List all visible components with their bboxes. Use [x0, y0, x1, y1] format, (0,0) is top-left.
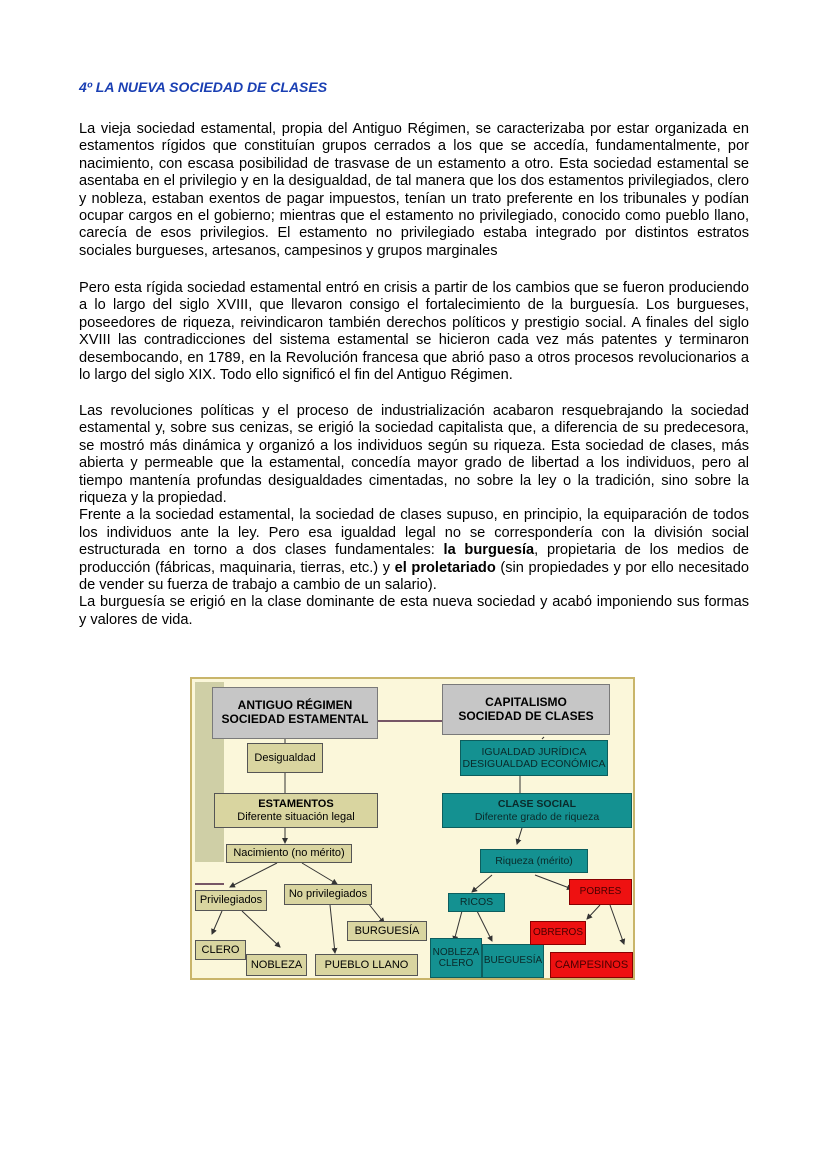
text-span: , propietaria de los medios de producción (fábricas, maquinaria, tierras, etc.) y: [79, 542, 749, 576]
paragraph-estamental: La vieja sociedad estamental, propia del Antiguo Régimen, se caracterizaba por estar organizada en estamentos rígidos que constituían grupos cerrados a los que se accedía, fundamentalmente, por nacimiento, con escasa posibilidad de trasvase de un estamento a otro. Esta sociedad estamental se asentaba en el privilegio y en la desigualdad, de tal manera que los dos estamentos privilegiados, clero y nobleza, estaban exentos de pagar impuestos, tenían un trato preferente en los tribunales y podían ocupar cargos en el gobierno; mientras que el estamento no privilegiado, conocido como pueblo llano, carecía de esos privilegios. El estamento no privilegiado estaba integrado por distintos estratos sociales burgueses, artesanos, campesinos y grupos marginales: [79, 121, 749, 259]
text-span: (sin propiedades y por ello necesitado de vender su fuerza de trabajo a cambio de un salario).: [79, 559, 749, 594]
text-span: Frente a la sociedad estamental, la sociedad de clases supuso, en principio, la equiparación de todos los individuos ante la ley. Pero esa igualdad legal no se correspondería con la división social estructurada en torno a dos clases fundamentales:: [79, 507, 749, 559]
paragraph-burguesia-dominante: La burguesía se erigió en la clase dominante de esta nueva sociedad y acabó imponiendo sus formas y valores de vida.: [79, 594, 749, 628]
sociedad-estamental-title: SOCIEDAD ESTAMENTAL: [221, 712, 369, 726]
clase-social-title: CLASE SOCIAL: [497, 798, 577, 811]
estamentos-box: [214, 793, 378, 828]
burguesia-box: BURGUESÍA: [347, 921, 427, 941]
desigualdad-box: Desigualdad: [247, 743, 323, 773]
paragraph-clases: [79, 403, 749, 629]
antiguo-regimen-box: [212, 687, 378, 739]
nobleza-clero-box: [430, 938, 482, 978]
clase-social-subtitle: Diferente grado de riqueza: [474, 810, 600, 823]
campesinos-box: CAMPESINOS: [550, 952, 633, 978]
pueblo-llano-box: PUEBLO LLANO: [315, 954, 418, 976]
estamentos-title: ESTAMENTOS: [258, 797, 334, 810]
desigualdad-economica-text: DESIGUALDAD ECONÓMICA: [462, 758, 606, 770]
clero-text: CLERO: [438, 958, 474, 969]
nobleza-text: NOBLEZA: [432, 946, 480, 958]
pobres-box: POBRES: [569, 879, 632, 905]
igualdad-juridica-box: [460, 740, 608, 776]
capitalismo-box: [442, 684, 610, 735]
igualdad-juridica-text: IGUALDAD JURÍDICA: [481, 745, 587, 758]
bold-burguesia: la burguesía: [443, 542, 535, 559]
antiguo-regimen-title: ANTIGUO RÉGIMEN: [237, 698, 353, 713]
section-heading: 4º LA NUEVA SOCIEDAD DE CLASES: [79, 79, 328, 95]
ricos-box: RICOS: [448, 893, 505, 912]
clero-box: CLERO: [195, 940, 246, 960]
no-privilegiados-box: No privilegiados: [284, 884, 372, 905]
society-diagram: [190, 677, 635, 980]
riqueza-box: Riqueza (mérito): [480, 849, 588, 873]
privilegiados-box: Privilegiados: [195, 890, 267, 911]
clase-social-box: [442, 793, 632, 828]
nobleza-box: NOBLEZA: [246, 954, 307, 976]
capitalismo-title: CAPITALISMO: [485, 694, 567, 709]
sociedad-clases-title: SOCIEDAD DE CLASES: [458, 708, 594, 723]
bold-proletariado: el proletariado: [394, 559, 496, 576]
estamentos-subtitle: Diferente situación legal: [237, 810, 355, 823]
paragraph-revoluciones: Las revoluciones políticas y el proceso de industrialización acabaron resquebrajando la sociedad estamental y, sobre sus cenizas, se erigió la sociedad capitalista que, a diferencia de su predecesora, se mostró más dinámica y organizó a los individuos según su riqueza. Esta sociedad de clases, más abierta y permeable que la estamental, concedía mayor grado de libertad a los individuos, pero al tiempo mantenía profundas desigualdades cimentadas, no sobre la ley o la tradición, sino sobre la riqueza y la propiedad.: [79, 403, 749, 507]
paragraph-frente: [79, 507, 749, 594]
nacimiento-box: Nacimiento (no mérito): [226, 844, 352, 863]
bueguesia-box: BUEGUESÍA: [482, 944, 544, 978]
paragraph-crisis: Pero esta rígida sociedad estamental entró en crisis a partir de los cambios que se fueron produciendo a lo largo del siglo XVIII, que llevaron consigo el fortalecimiento de la burguesía. Los burgueses, poseedores de riqueza, reivindicaron también derechos políticos y prestigio social. A finales del siglo XVIII las contradicciones del sistema estamental se hicieron cada vez más patentes y terminaron desembocando, en 1789, en la Revolución francesa que abrió paso a otros procesos revolucionarios a lo largo del siglo XIX. Todo ello significó el fin del Antiguo Régimen.: [79, 280, 749, 384]
obreros-box: OBREROS: [530, 921, 586, 945]
